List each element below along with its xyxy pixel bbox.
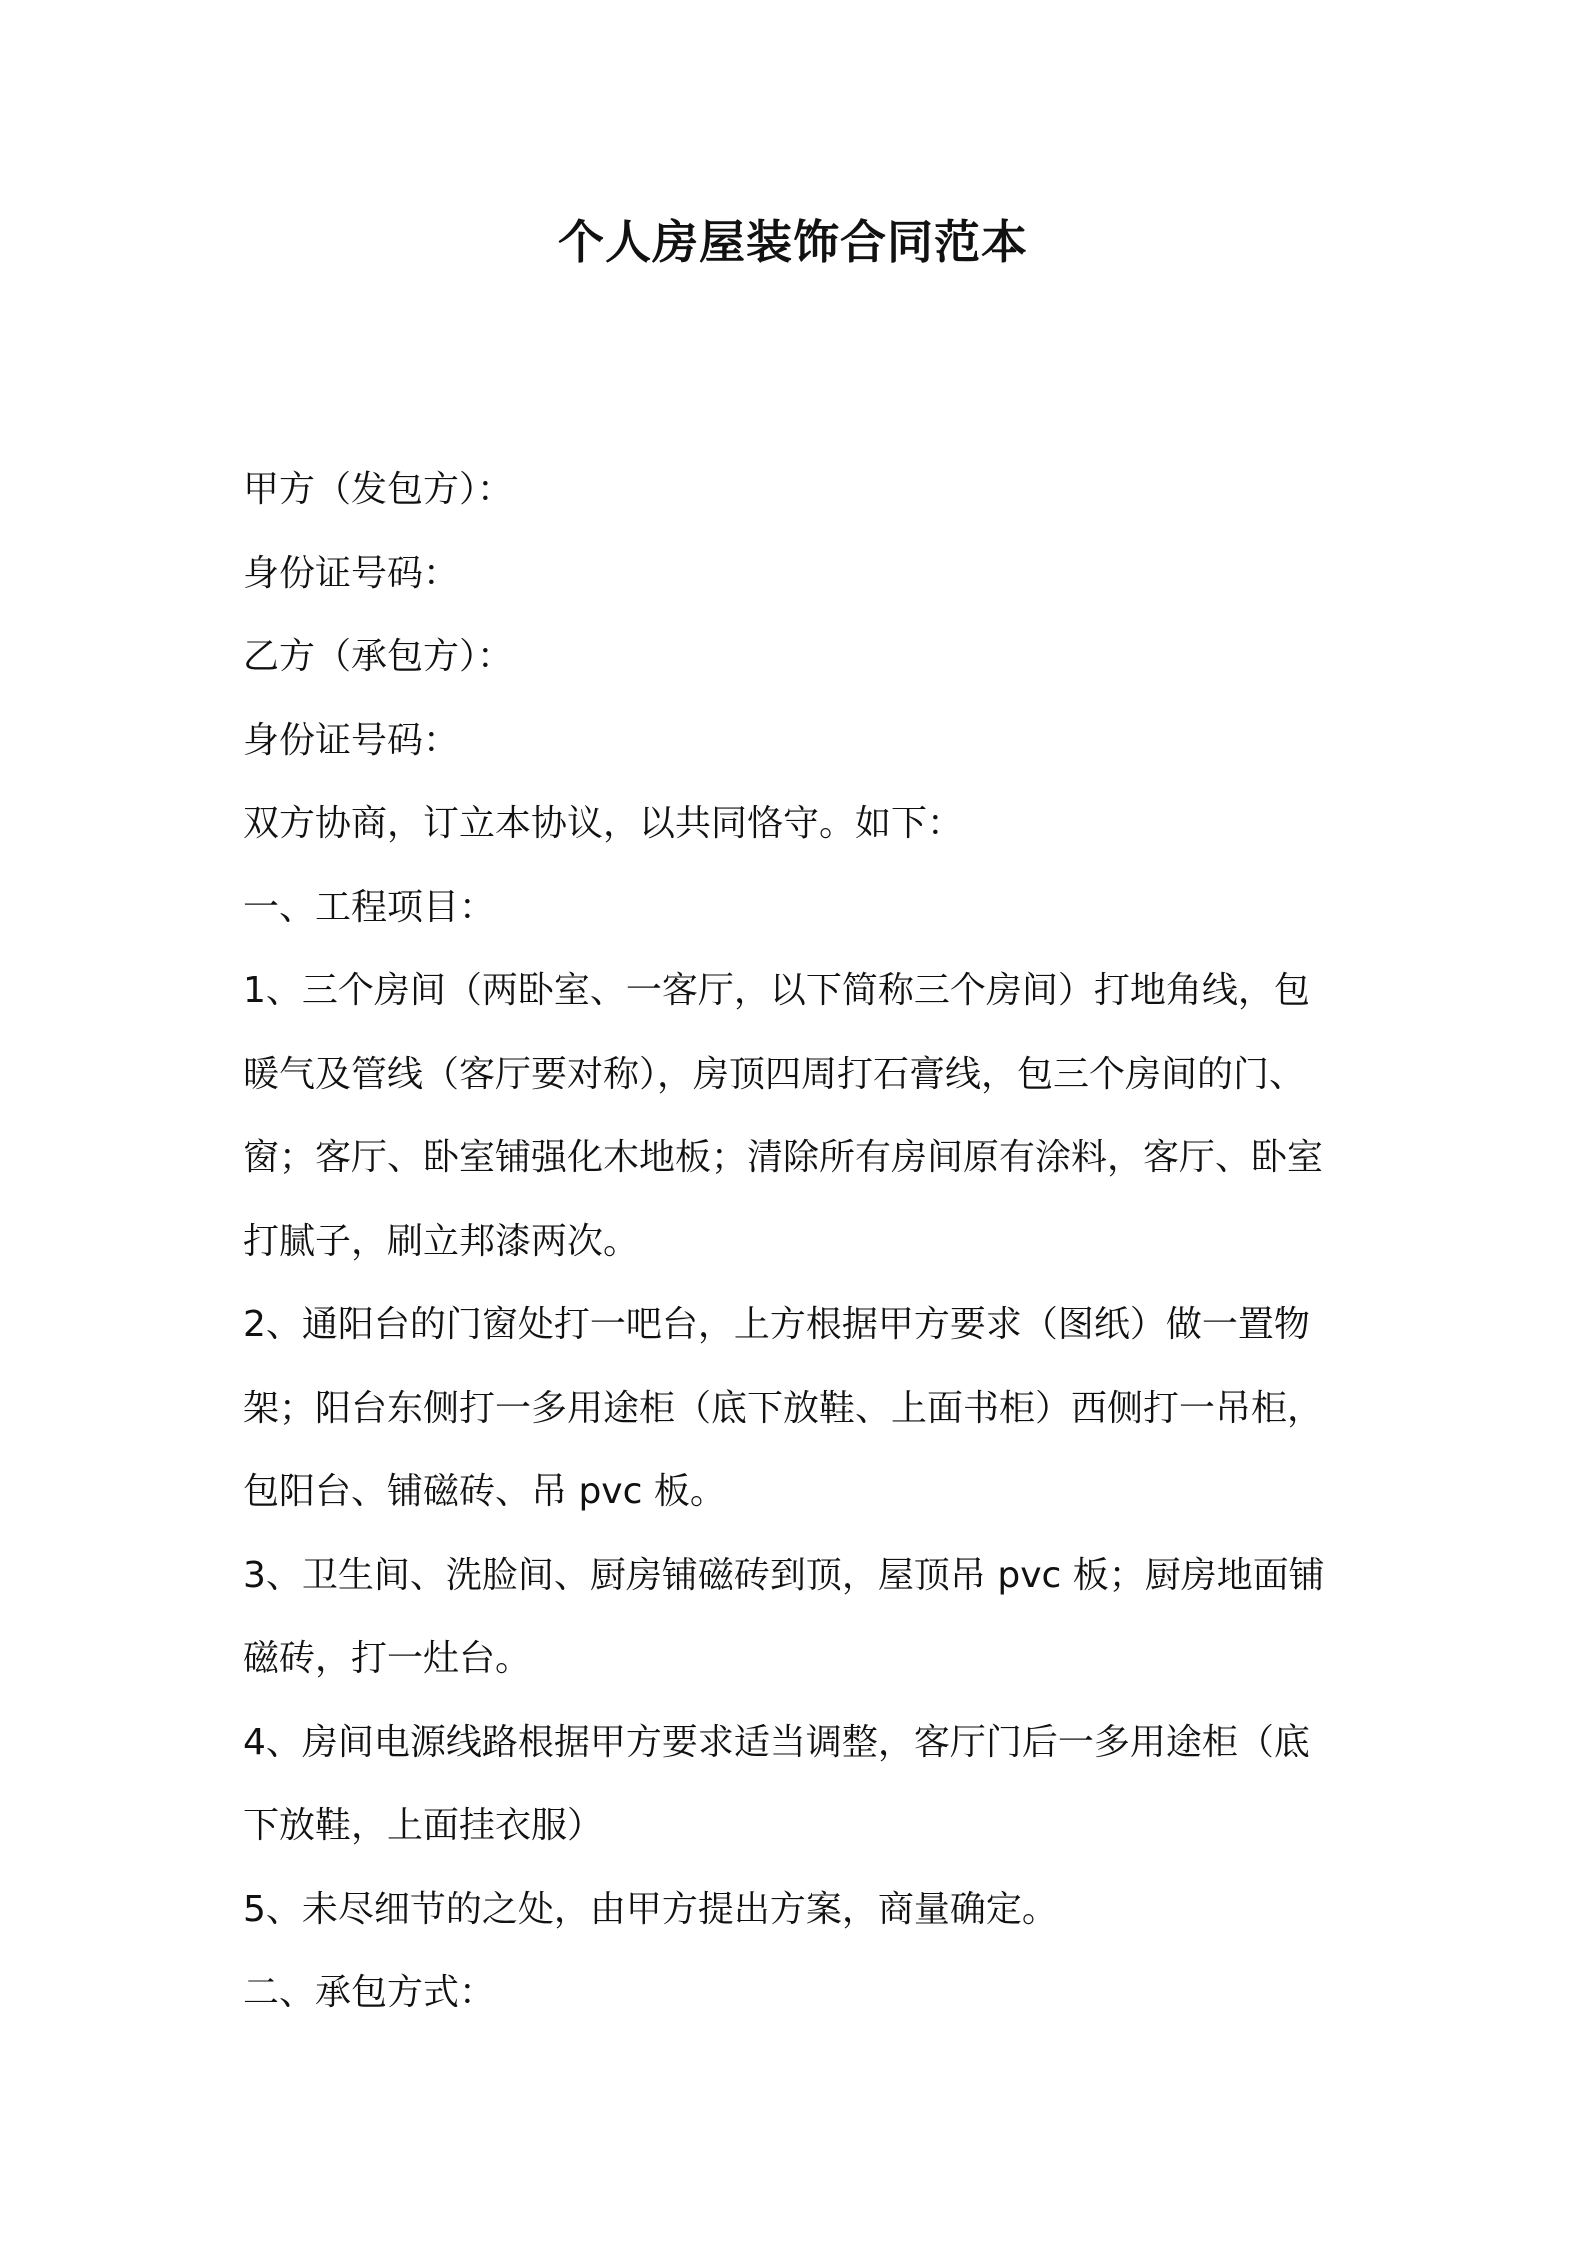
party-a-line: 甲方（发包方）： bbox=[243, 469, 514, 510]
item-1-line-3: 窗；客厅、卧室铺强化木地板；清除所有房间原有涂料，客厅、卧室 bbox=[243, 1137, 1324, 1178]
item-3-line-1: 3、卫生间、洗脸间、厨房铺磁砖到顶，屋顶吊 pvc 板；厨房地面铺 bbox=[243, 1554, 1325, 1596]
item-1-line-1: 1、三个房间（两卧室、一客厅，以下简称三个房间）打地角线，包 bbox=[243, 970, 1310, 1011]
item-2-line-1: 2、通阳台的门窗处打一吧台，上方根据甲方要求（图纸）做一置物 bbox=[243, 1304, 1310, 1345]
item-1-line-2: 暖气及管线（客厅要对称），房顶四周打石膏线，包三个房间的门、 bbox=[243, 1053, 1306, 1095]
item-4-line-1: 4、房间电源线路根据甲方要求适当调整，客厅门后一多用途柜（底 bbox=[243, 1721, 1310, 1763]
party-b-line: 乙方（承包方）： bbox=[243, 636, 514, 677]
item-5-line: 5、未尽细节的之处，由甲方提出方案，商量确定。 bbox=[243, 1888, 1058, 1930]
agreement-intro-line: 双方协商，订立本协议，以共同恪守。如下： bbox=[243, 803, 964, 844]
document-title: 个人房屋装饰合同范本 bbox=[558, 215, 1028, 269]
party-b-id-line: 身份证号码： bbox=[243, 719, 460, 761]
item-4-line-2: 下放鞋，上面挂衣服） bbox=[243, 1805, 604, 1846]
item-1-line-4: 打腻子，刷立邦漆两次。 bbox=[243, 1220, 640, 1262]
item-2-line-2: 架；阳台东侧打一多用途柜（底下放鞋、上面书柜）西侧打一吊柜， bbox=[243, 1387, 1324, 1429]
party-a-id-line: 身份证号码： bbox=[243, 552, 460, 594]
document-body bbox=[243, 448, 1361, 2035]
item-2-line-3: 包阳台、铺磁砖、吊 pvc 板。 bbox=[243, 1471, 726, 1512]
item-3-line-2: 磁砖，打一灶台。 bbox=[243, 1638, 532, 1679]
section-heading-contract-method: 二、承包方式： bbox=[243, 1972, 496, 2013]
section-heading-projects: 一、工程项目： bbox=[243, 886, 496, 928]
